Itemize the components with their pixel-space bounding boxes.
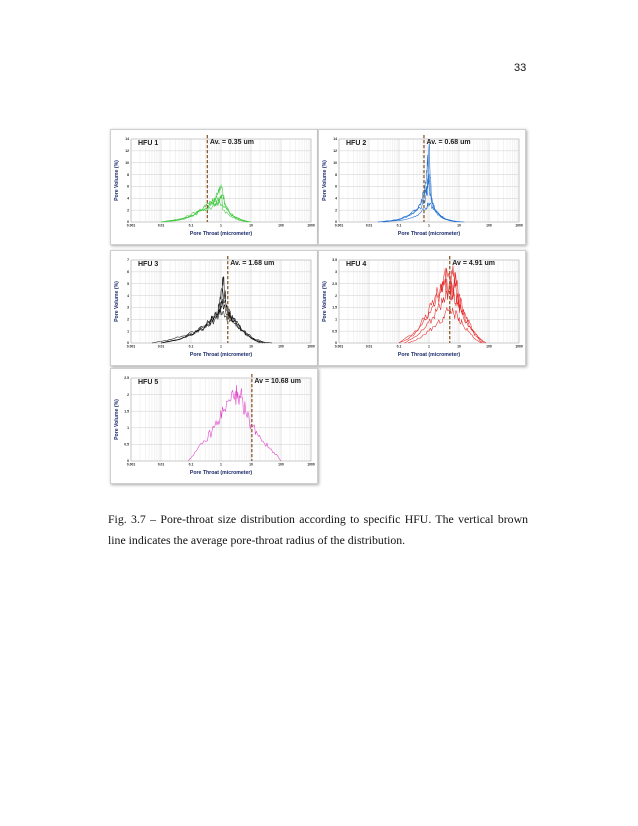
caption-line-1: Fig. 3.7 – Pore-throat size distribution according to specific HFU. The vertical brown <box>108 512 528 526</box>
x-axis-title: Pore Throat (micrometer) <box>189 470 253 476</box>
x-tick-label: 1 <box>428 344 430 349</box>
y-tick-label: 4 <box>335 196 337 201</box>
chart-hfu-2 <box>319 130 525 244</box>
y-tick-label: 6 <box>335 184 337 189</box>
x-tick-label: 1 <box>428 223 430 228</box>
chart-hfu-1 <box>111 130 317 244</box>
hfu-label: HFU 2 <box>346 140 367 147</box>
x-tick-label: 0.001 <box>334 344 344 349</box>
y-tick-label: 2 <box>335 208 337 213</box>
x-tick-label: 1000 <box>307 462 315 467</box>
x-tick-label: 100 <box>278 344 284 349</box>
y-tick-label: 0 <box>335 341 337 346</box>
x-tick-label: 0.1 <box>188 223 194 228</box>
figure-caption <box>108 509 528 551</box>
y-tick-label: 3 <box>335 270 337 275</box>
y-tick-label: 12 <box>125 149 129 154</box>
x-tick-label: 1 <box>220 462 222 467</box>
x-tick-label: 0.01 <box>157 344 165 349</box>
x-tick-label: 0.001 <box>126 344 136 349</box>
caption-line-2: line indicates the average pore-throat radius of the distribution. <box>108 533 406 547</box>
x-tick-label: 0.01 <box>157 223 165 228</box>
y-tick-label: 5 <box>127 281 129 286</box>
y-tick-label: 2 <box>127 317 129 322</box>
x-tick-label: 100 <box>278 223 284 228</box>
x-axis-title: Pore Throat (micrometer) <box>189 352 253 358</box>
y-tick-label: 2.5 <box>124 376 129 381</box>
y-tick-label: 0 <box>127 220 129 225</box>
y-tick-label: 4 <box>127 293 129 298</box>
y-tick-label: 0 <box>335 220 337 225</box>
x-tick-label: 0.01 <box>365 223 373 228</box>
x-tick-label: 1 <box>220 344 222 349</box>
chart-panel-hfu-5 <box>110 368 318 484</box>
y-axis-title: Pore Volume (%) <box>114 399 120 440</box>
y-tick-label: 10 <box>333 160 337 165</box>
chart-panel-hfu-1 <box>110 129 318 245</box>
x-tick-label: 1 <box>220 223 222 228</box>
y-tick-label: 0 <box>127 459 129 464</box>
average-label: Av = 10.68 um <box>254 378 301 385</box>
y-tick-label: 1.5 <box>332 305 337 310</box>
x-tick-label: 0.001 <box>126 223 136 228</box>
y-tick-label: 14 <box>333 137 337 142</box>
y-tick-label: 8 <box>127 172 129 177</box>
y-tick-label: 1 <box>127 426 129 430</box>
x-tick-label: 10 <box>249 344 253 349</box>
chart-panel-hfu-2 <box>318 129 526 245</box>
average-label: Av. = 0.35 um <box>209 139 254 146</box>
chart-hfu-4 <box>319 251 525 365</box>
x-tick-label: 0.01 <box>157 462 165 467</box>
x-tick-label: 0.1 <box>396 223 402 228</box>
chart-hfu-3 <box>111 251 317 365</box>
y-tick-label: 14 <box>125 137 129 142</box>
x-axis-title: Pore Throat (micrometer) <box>397 352 461 358</box>
x-tick-label: 10 <box>457 223 461 228</box>
y-tick-label: 1 <box>127 329 129 334</box>
hfu-label: HFU 4 <box>346 261 367 268</box>
y-tick-label: 2 <box>127 208 129 213</box>
x-tick-label: 10 <box>457 344 461 349</box>
y-axis-title: Pore Volume (%) <box>114 160 120 201</box>
average-label: Av. = 0.68 um <box>426 139 471 146</box>
x-tick-label: 0.1 <box>188 344 194 349</box>
y-tick-label: 2.5 <box>332 281 337 286</box>
x-tick-label: 100 <box>486 344 492 349</box>
chart-panel-hfu-4 <box>318 250 526 366</box>
chart-panel-hfu-3 <box>110 250 318 366</box>
x-tick-label: 0.1 <box>188 462 194 467</box>
x-axis-title: Pore Throat (micrometer) <box>397 231 461 237</box>
y-tick-label: 3 <box>127 305 129 310</box>
y-tick-label: 0.5 <box>124 442 129 447</box>
x-tick-label: 1000 <box>515 223 523 228</box>
y-tick-label: 2 <box>335 293 337 298</box>
chart-hfu-5 <box>111 369 317 483</box>
page-number: 33 <box>514 62 527 74</box>
y-tick-label: 4 <box>127 196 129 201</box>
x-tick-label: 10 <box>249 462 253 467</box>
y-axis-title: Pore Volume (%) <box>322 160 328 201</box>
x-axis-title: Pore Throat (micrometer) <box>189 231 253 237</box>
x-tick-label: 1000 <box>307 223 315 228</box>
y-tick-label: 1 <box>335 317 337 322</box>
x-tick-label: 100 <box>278 462 284 467</box>
y-tick-label: 2 <box>127 392 129 397</box>
y-axis-title: Pore Volume (%) <box>114 281 120 322</box>
average-label: Av. = 1.68 um <box>230 260 275 267</box>
x-tick-label: 0.01 <box>365 344 373 349</box>
x-tick-label: 1000 <box>307 344 315 349</box>
y-tick-label: 8 <box>335 172 337 177</box>
average-label: Av = 4.91 um <box>452 260 495 267</box>
x-tick-label: 10 <box>249 223 253 228</box>
y-tick-label: 3.5 <box>332 258 337 263</box>
y-tick-label: 1.5 <box>124 409 129 414</box>
y-tick-label: 6 <box>127 270 129 275</box>
hfu-label: HFU 3 <box>138 261 159 268</box>
x-tick-label: 100 <box>486 223 492 228</box>
y-tick-label: 0.5 <box>332 329 337 334</box>
hfu-label: HFU 1 <box>138 140 159 147</box>
x-tick-label: 0.001 <box>126 462 136 467</box>
y-tick-label: 7 <box>127 258 129 263</box>
y-axis-title: Pore Volume (%) <box>322 281 328 322</box>
x-tick-label: 1000 <box>515 344 523 349</box>
y-tick-label: 6 <box>127 184 129 189</box>
x-tick-label: 0.001 <box>334 223 344 228</box>
y-tick-label: 10 <box>125 160 129 165</box>
hfu-label: HFU 5 <box>138 379 159 386</box>
y-tick-label: 12 <box>333 149 337 154</box>
x-tick-label: 0.1 <box>396 344 402 349</box>
y-tick-label: 0 <box>127 341 129 346</box>
